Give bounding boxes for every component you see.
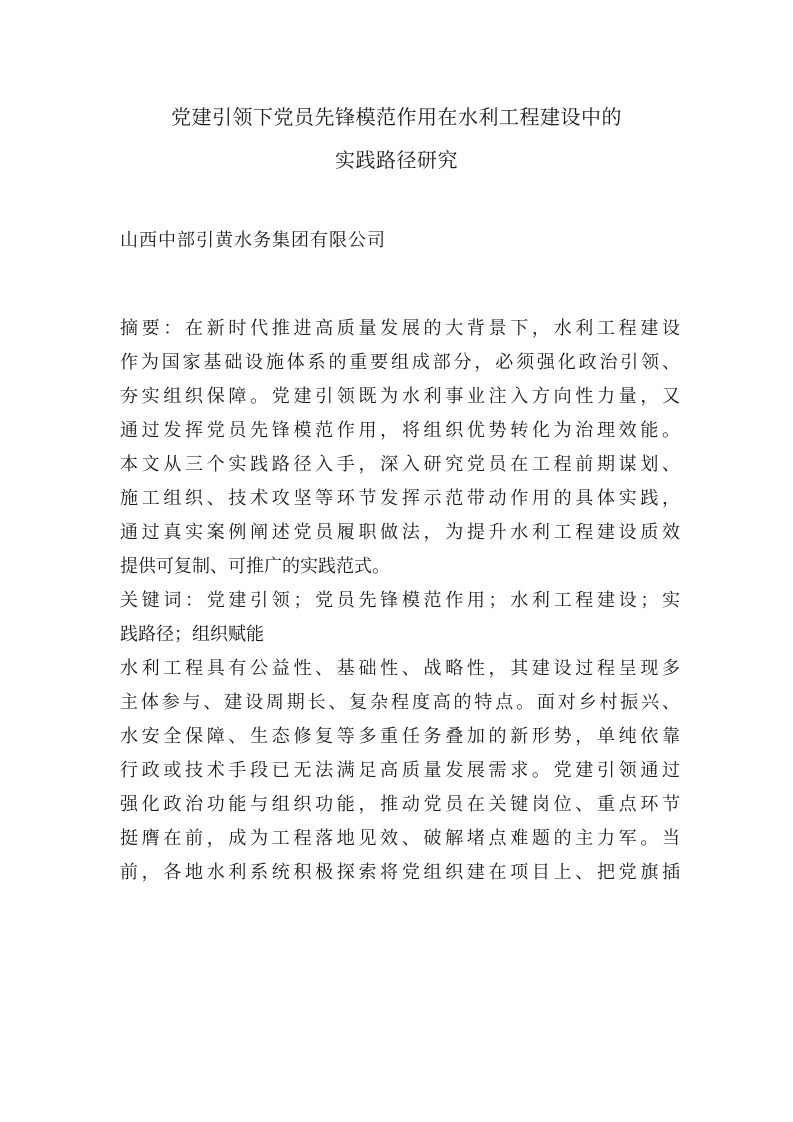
abstract-line: 本文从三个实践路径入手，深入研究党员在工程前期谋划、 bbox=[120, 454, 680, 475]
abstract-line: 提供可复制、可推广的实践范式。 bbox=[120, 556, 390, 577]
paragraph-line: 挺膺在前，成为工程落地见效、破解堵点难题的主力军。当 bbox=[120, 828, 680, 849]
abstract-line: 摘要：在新时代推进高质量发展的大背景下，水利工程建设 bbox=[120, 318, 680, 339]
paragraph-line: 水安全保障、生态修复等多重任务叠加的新形势，单纯依靠 bbox=[120, 726, 680, 747]
abstract-line: 作为国家基础设施体系的重要组成部分，必须强化政治引领、 bbox=[120, 352, 680, 373]
abstract-line: 通过发挥党员先锋模范作用，将组织优势转化为治理效能。 bbox=[120, 420, 680, 441]
keywords-line: 关键词：党建引领；党员先锋模范作用；水利工程建设；实 bbox=[120, 590, 680, 611]
document-body bbox=[120, 312, 680, 890]
paragraph-line: 水利工程具有公益性、基础性、战略性，其建设过程呈现多 bbox=[120, 658, 680, 679]
abstract-line: 夯实组织保障。党建引领既为水利事业注入方向性力量，又 bbox=[120, 386, 680, 407]
abstract-line: 施工组织、技术攻坚等环节发挥示范带动作用的具体实践， bbox=[120, 488, 680, 509]
keywords-line: 践路径；组织赋能 bbox=[120, 624, 264, 645]
abstract-line: 通过真实案例阐述党员履职做法，为提升水利工程建设质效 bbox=[120, 522, 680, 543]
paragraph-line: 前，各地水利系统积极探索将党组织建在项目上、把党旗插 bbox=[120, 862, 680, 883]
author-organization: 山西中部引黄水务集团有限公司 bbox=[120, 230, 386, 251]
paragraph-line: 行政或技术手段已无法满足高质量发展需求。党建引领通过 bbox=[120, 760, 680, 781]
paragraph-line: 强化政治功能与组织功能，推动党员在关键岗位、重点环节 bbox=[120, 794, 680, 815]
paragraph-line: 主体参与、建设周期长、复杂程度高的特点。面对乡村振兴、 bbox=[120, 692, 680, 713]
document-title-line-2: 实践路径研究 bbox=[335, 148, 458, 172]
document-title-line-1: 党建引领下党员先锋模范作用在水利工程建设中的 bbox=[171, 105, 622, 129]
